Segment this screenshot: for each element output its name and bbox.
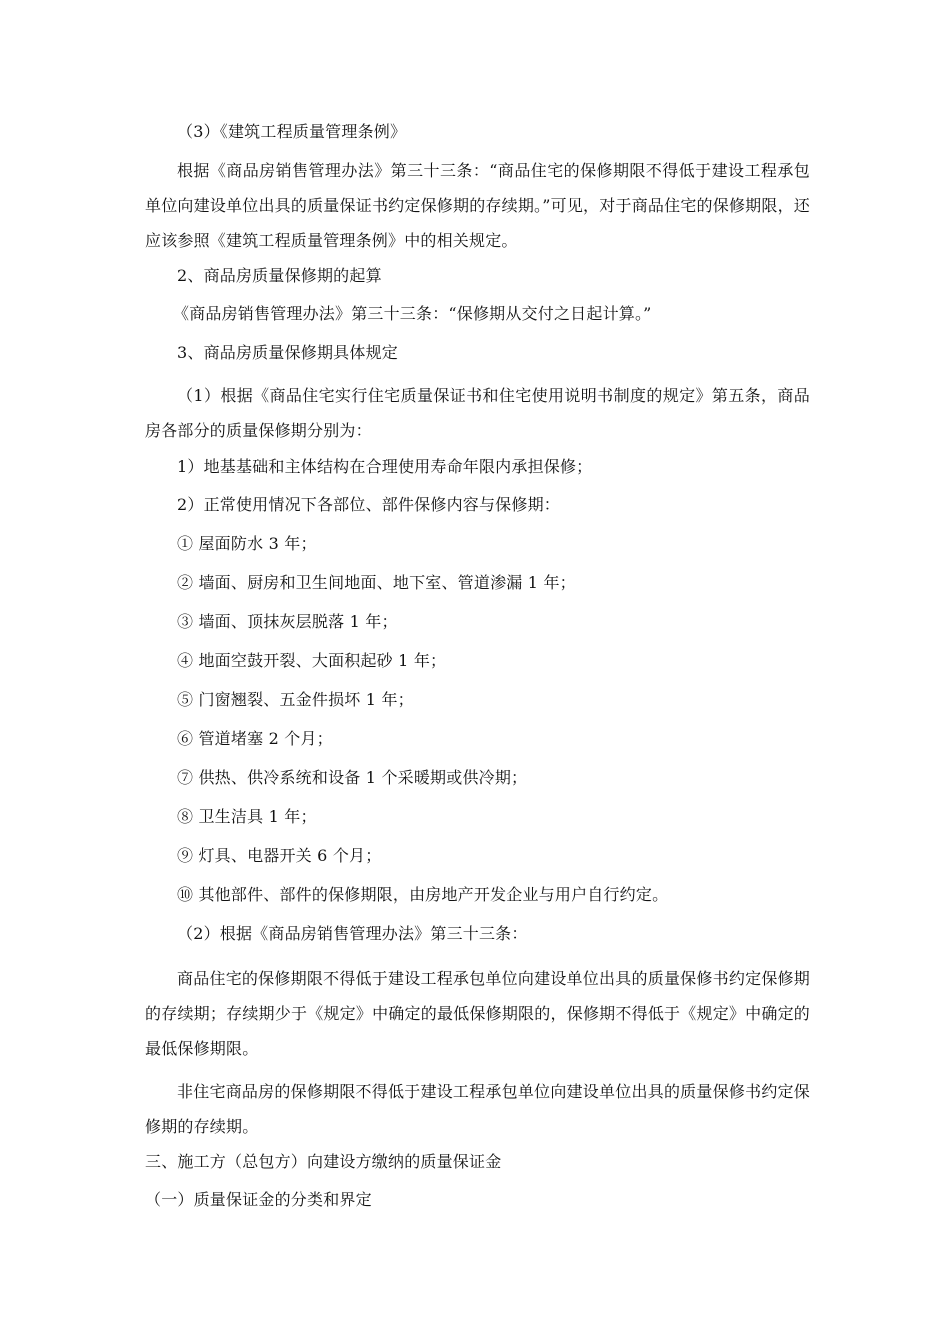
section-heading-3: 三、施工方（总包方）向建设方缴纳的质量保证金 [145, 1152, 502, 1171]
list-item: ⑥ 管道堵塞 2 个月； [177, 729, 333, 748]
heading-warranty-rules: 3、商品房质量保修期具体规定 [177, 343, 398, 362]
paragraph-nonresidential-warranty: 非住宅商品房的保修期限不得低于建设工程承包单位向建设单位出具的质量保修书约定保修期的存续期。 [145, 1082, 810, 1136]
list-item: ① 屋面防水 3 年； [177, 534, 317, 553]
list-item: ⑨ 灯具、电器开关 6 个月； [177, 846, 382, 865]
list-item: ⑤ 门窗翘裂、五金件损坏 1 年； [177, 690, 414, 709]
list-item: ④ 地面空鼓开裂、大面积起砂 1 年； [177, 651, 447, 670]
list-item: ② 墙面、厨房和卫生间地面、地下室、管道渗漏 1 年； [177, 573, 576, 592]
paragraph-regulation-3: （3）《建筑工程质量管理条例》 [177, 122, 407, 141]
list-item: ③ 墙面、顶抹灰层脱落 1 年； [177, 612, 398, 631]
paragraph-regulation-article-5: （1）根据《商品住宅实行住宅质量保证书和住宅使用说明书制度的规定》第五条，商品房各部分的质量保修期分别为： [145, 386, 810, 440]
paragraph-foundation: 1）地基基础和主体结构在合理使用寿命年限内承担保修； [177, 457, 593, 476]
paragraph-article-33: 根据《商品房销售管理办法》第三十三条：“商品住宅的保修期限不得低于建设工程承包单位向建设单位出具的质量保证书约定保修期的存续期。”可见，对于商品住宅的保修期限，还应该参照《建筑工程质量管理条例》中的相关规定。 [145, 161, 810, 250]
paragraph-normal-use: 2）正常使用情况下各部位、部件保修内容与保修期： [177, 495, 560, 514]
heading-warranty-start: 2、商品房质量保修期的起算 [177, 266, 382, 285]
paragraph-sales-article-33: （2）根据《商品房销售管理办法》第三十三条： [177, 924, 528, 943]
paragraph-warranty-start: 《商品房销售管理办法》第三十三条：“保修期从交付之日起计算。” [173, 304, 652, 323]
paragraph-residential-warranty: 商品住宅的保修期限不得低于建设工程承包单位向建设单位出具的质量保修书约定保修期的存续期；存续期少于《规定》中确定的最低保修期限的，保修期不得低于《规定》中确定的最低保修期限。 [145, 969, 810, 1058]
subsection-heading-1: （一）质量保证金的分类和界定 [145, 1190, 372, 1209]
list-item: ⑧ 卫生洁具 1 年； [177, 807, 317, 826]
list-item: ⑦ 供热、供冷系统和设备 1 个采暖期或供冷期； [177, 768, 528, 787]
list-item: ⑩ 其他部件、部件的保修期限，由房地产开发企业与用户自行约定。 [177, 885, 669, 904]
